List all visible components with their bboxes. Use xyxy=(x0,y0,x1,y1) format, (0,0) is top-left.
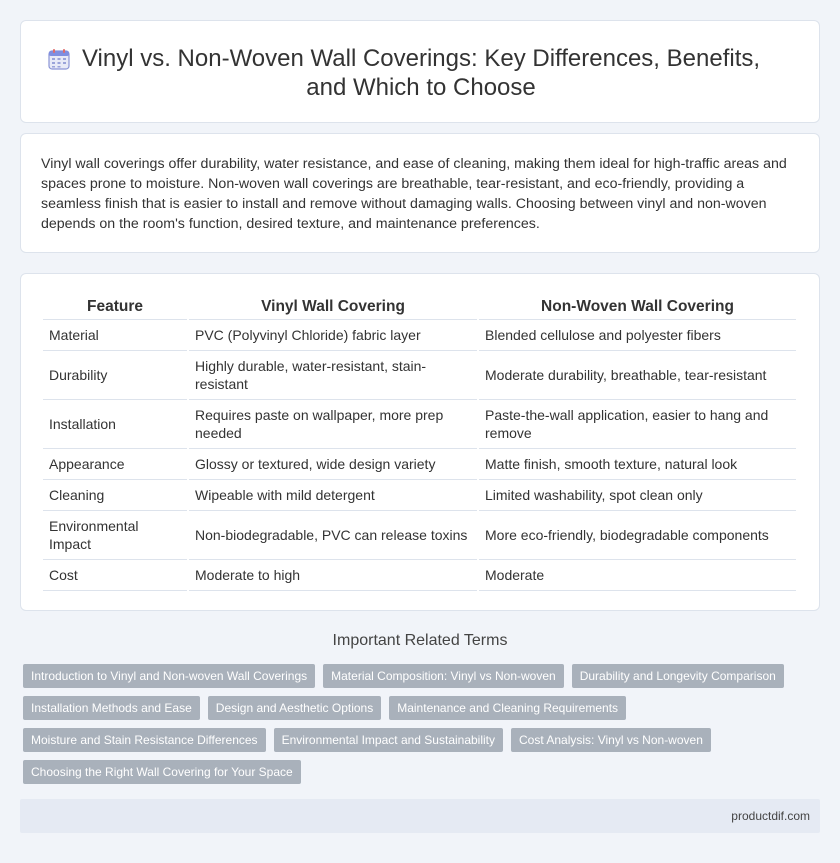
column-header-vinyl: Vinyl Wall Covering xyxy=(189,294,477,320)
table-cell-feature: Cost xyxy=(43,560,187,591)
table-cell-non-woven: Blended cellulose and polyester fibers xyxy=(479,320,796,351)
table-row xyxy=(43,351,796,400)
table-cell-non-woven: Paste-the-wall application, easier to hang and remove xyxy=(479,400,796,449)
table-cell-feature: Appearance xyxy=(43,449,187,480)
table-cell-non-woven: Moderate xyxy=(479,560,796,591)
column-header-feature: Feature xyxy=(43,294,187,320)
table-row xyxy=(43,480,796,511)
table-cell-feature: Material xyxy=(43,320,187,351)
footer-bar xyxy=(20,799,820,833)
table-cell-feature: Durability xyxy=(43,351,187,400)
related-term-tag[interactable]: Introduction to Vinyl and Non-woven Wall Coverings xyxy=(23,664,315,688)
related-term-tag[interactable]: Durability and Longevity Comparison xyxy=(572,664,784,688)
table-cell-vinyl: Highly durable, water-resistant, stain-resistant xyxy=(189,351,477,400)
table-cell-feature: Cleaning xyxy=(43,480,187,511)
table-cell-vinyl: Moderate to high xyxy=(189,560,477,591)
comparison-table-card xyxy=(20,273,820,611)
related-term-tag[interactable]: Material Composition: Vinyl vs Non-woven xyxy=(323,664,564,688)
intro-paragraph: Vinyl wall coverings offer durability, water resistance, and ease of cleaning, making them ideal for high-traffic areas and spaces prone to moisture. Non-woven wall coverings are breathable, tear-resistant, and eco-friendly, providing a seamless finish that is easier to install and remove without damaging walls. Choosing between vinyl and non-woven depends on the room's function, desired texture, and maintenance preferences. xyxy=(41,156,787,232)
table-cell-vinyl: Wipeable with mild detergent xyxy=(189,480,477,511)
table-row xyxy=(43,449,796,480)
related-term-tag[interactable]: Installation Methods and Ease xyxy=(23,696,200,720)
intro-card xyxy=(20,133,820,253)
table-cell-non-woven: Limited washability, spot clean only xyxy=(479,480,796,511)
column-header-non-woven: Non-Woven Wall Covering xyxy=(479,294,796,320)
table-cell-non-woven: Moderate durability, breathable, tear-resistant xyxy=(479,351,796,400)
table-cell-feature: Installation xyxy=(43,400,187,449)
table-cell-feature: Environmental Impact xyxy=(43,511,187,560)
comparison-table xyxy=(41,294,798,591)
related-term-tag[interactable]: Design and Aesthetic Options xyxy=(208,696,381,720)
related-term-tag[interactable]: Environmental Impact and Sustainability xyxy=(274,728,503,752)
related-term-tag[interactable]: Choosing the Right Wall Covering for Your Space xyxy=(23,760,301,784)
related-terms-list xyxy=(23,664,793,784)
table-header-row xyxy=(43,294,796,320)
table-cell-vinyl: Glossy or textured, wide design variety xyxy=(189,449,477,480)
table-cell-vinyl: Non-biodegradable, PVC can release toxins xyxy=(189,511,477,560)
related-term-tag[interactable]: Cost Analysis: Vinyl vs Non-woven xyxy=(511,728,711,752)
table-cell-non-woven: More eco-friendly, biodegradable components xyxy=(479,511,796,560)
table-cell-non-woven: Matte finish, smooth texture, natural look xyxy=(479,449,796,480)
header-card xyxy=(20,20,820,123)
footer-site-name[interactable]: productdif.com xyxy=(731,809,810,823)
table-cell-vinyl: Requires paste on wallpaper, more prep needed xyxy=(189,400,477,449)
table-row xyxy=(43,320,796,351)
related-term-tag[interactable]: Maintenance and Cleaning Requirements xyxy=(389,696,626,720)
table-row xyxy=(43,560,796,591)
page-title: Vinyl vs. Non-Woven Wall Coverings: Key Differences, Benefits, and Which to Choose xyxy=(81,44,761,101)
table-row xyxy=(43,511,796,560)
table-row xyxy=(43,400,796,449)
related-terms-title: Important Related Terms xyxy=(332,632,508,649)
related-term-tag[interactable]: Moisture and Stain Resistance Differences xyxy=(23,728,266,752)
table-cell-vinyl: PVC (Polyvinyl Chloride) fabric layer xyxy=(189,320,477,351)
